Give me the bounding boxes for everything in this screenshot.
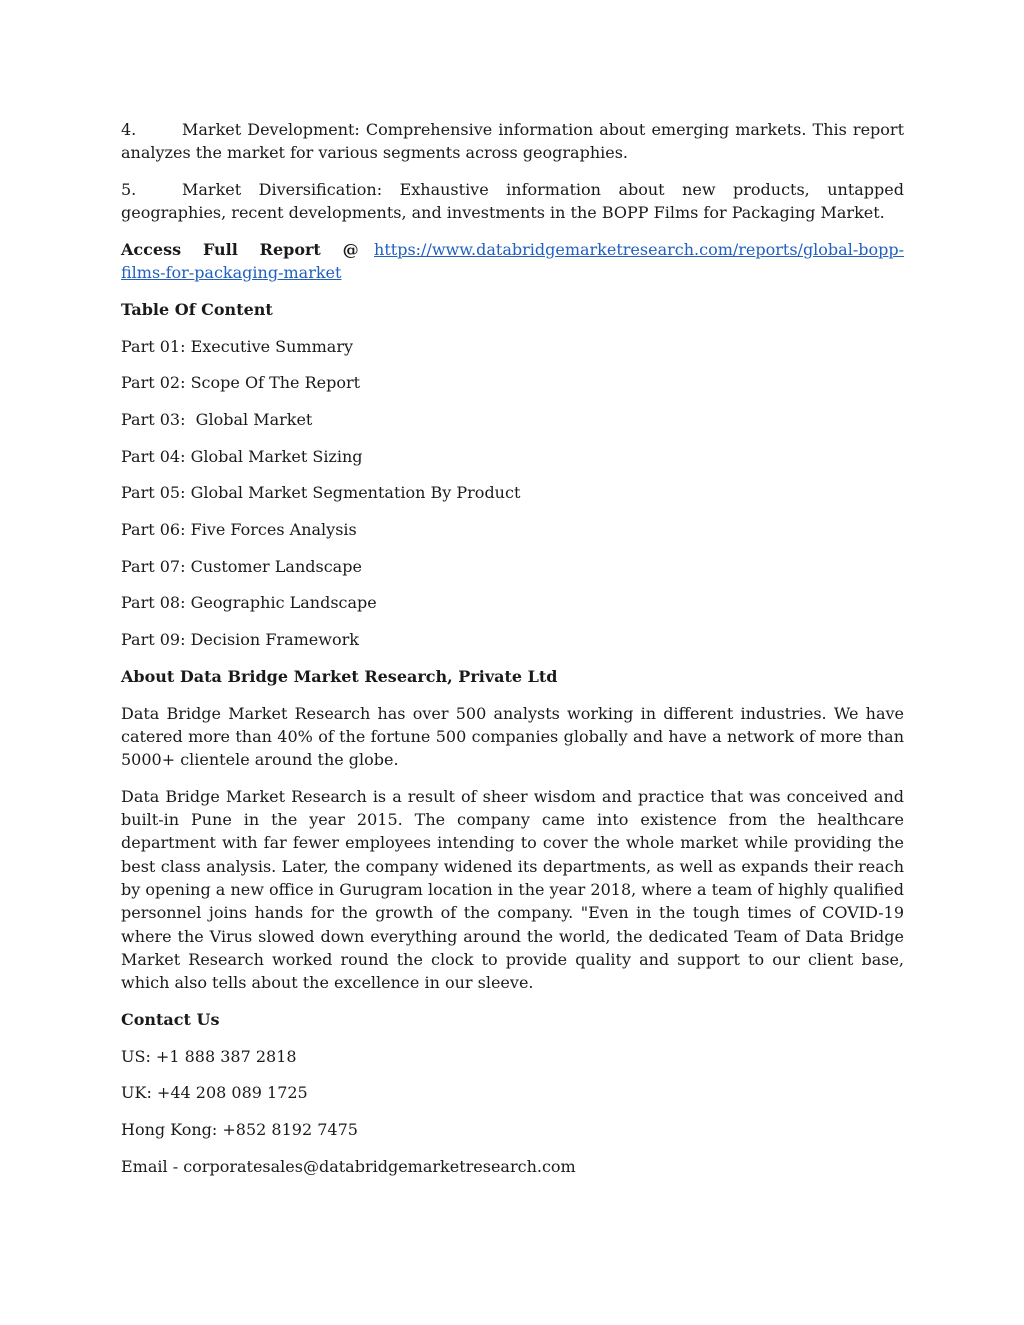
toc-part-02: Part 02: Scope Of The Report	[121, 373, 361, 393]
toc-part-05: Part 05: Global Market Segmentation By Product	[121, 483, 521, 503]
contact-heading: Contact Us	[121, 1009, 220, 1029]
toc-part-08: Part 08: Geographic Landscape	[121, 593, 377, 613]
list-number: 4.	[121, 120, 137, 139]
about-heading: About Data Bridge Market Research, Private Ltd	[121, 666, 558, 686]
list-text: Market Development: Comprehensive information about emerging markets. This report analyzes the market for various segments across geographies.	[121, 120, 904, 163]
access-label: Access Full Report @	[121, 239, 359, 259]
toc-part-09: Part 09: Decision Framework	[121, 630, 359, 650]
contact-uk-phone: UK: +44 208 089 1725	[121, 1083, 308, 1103]
list-item-market-diversification	[121, 178, 904, 225]
toc-heading: Table Of Content	[121, 299, 273, 319]
toc-part-06: Part 06: Five Forces Analysis	[121, 520, 357, 540]
report-link[interactable]: https://www.databridgemarketresearch.com/reports/global-bopp-films-for-packaging-market	[121, 239, 904, 283]
toc-part-04: Part 04: Global Market Sizing	[121, 446, 363, 466]
list-item-market-development	[121, 118, 904, 165]
contact-hk-phone: Hong Kong: +852 8192 7475	[121, 1119, 358, 1139]
list-text: Market Diversification: Exhaustive information about new products, untapped geographies, recent developments, and investments in the BOPP Films for Packaging Market.	[121, 179, 904, 223]
toc-part-01: Part 01: Executive Summary	[121, 336, 353, 356]
contact-us-phone: US: +1 888 387 2818	[121, 1046, 297, 1066]
about-paragraph: Data Bridge Market Research has over 500 analysts working in different industries. We have catered more than 40% of the fortune 500 companies globally and have a network of more than 5000+ clientele around the globe.	[121, 703, 904, 770]
toc-part-03: Part 03: Global Market	[121, 410, 313, 430]
access-full-report	[121, 238, 904, 285]
list-number: 5.	[121, 179, 137, 199]
contact-email: Email - corporatesales@databridgemarketresearch.com	[121, 1156, 576, 1176]
toc-part-07: Part 07: Customer Landscape	[121, 556, 362, 576]
about-paragraph: Data Bridge Market Research is a result of sheer wisdom and practice that was conceived and built-in Pune in the year 2015. The company came into existence from the healthcare department with far fewer employees intending to cover the whole market while providing the best class analysis. Later, the company widened its departments, as well as expands their reach by opening a new office in Gurugram location in the year 2018, where a team of highly qualified personnel joins hands for the growth of the company. "Even in the tough times of COVID-19 where the Virus slowed down everything around the world, the dedicated Team of Data Bridge Market Research worked round the clock to provide quality and support to our client base, which also tells about the excellence in our sleeve.	[121, 786, 904, 993]
document-page	[121, 118, 904, 1191]
